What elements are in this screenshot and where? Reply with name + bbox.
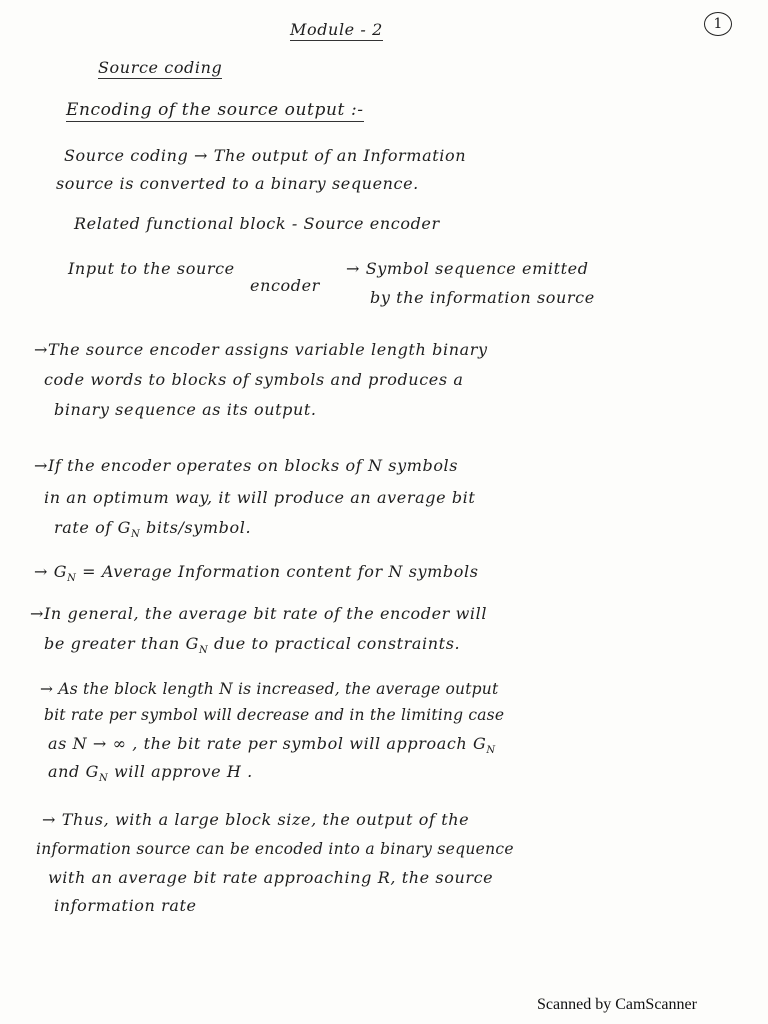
section-heading: Source coding	[98, 58, 223, 77]
point-6-line-4: information rate	[54, 896, 197, 915]
definition-line-1: Source coding → The output of an Information	[64, 146, 467, 165]
point-2-line-1: →If the encoder operates on blocks of N symbols	[34, 456, 459, 475]
point-5-line-1: → As the block length N is increased, the average output	[40, 680, 499, 698]
point-3-line: → $G_N$ = Average Information content for N symbols	[34, 562, 479, 585]
point-1-line-3: binary sequence as its output.	[54, 400, 317, 419]
point-2-line-3: rate of $G_N$ bits/symbol.	[54, 518, 252, 541]
point-5-line-2: bit rate per symbol will decrease and in the limiting case	[44, 706, 505, 724]
point-4-line-1: →In general, the average bit rate of the encoder will	[30, 604, 488, 623]
point-6-line-3: with an average bit rate approaching R, the source	[48, 868, 494, 887]
input-label-line-2: encoder	[250, 276, 320, 295]
point-1-line-1: →The source encoder assigns variable length binary	[34, 340, 488, 359]
point-5-line-4: and $G_N$ will approve H .	[48, 762, 253, 785]
page-number-badge: 1	[704, 12, 732, 36]
input-value-line-1: → Symbol sequence emitted	[346, 259, 589, 278]
definition-line-2: source is converted to a binary sequence.	[56, 174, 419, 193]
point-4-line-2: be greater than $G_N$ due to practical constraints.	[44, 634, 461, 657]
scanner-watermark: Scanned by CamScanner	[537, 996, 697, 1013]
subsection-heading: Encoding of the source output :-	[66, 100, 364, 120]
point-6-line-1: → Thus, with a large block size, the output of the	[42, 810, 470, 829]
point-1-line-2: code words to blocks of symbols and produces a	[44, 370, 464, 389]
point-2-line-2: in an optimum way, it will produce an average bit	[44, 488, 476, 507]
point-5-line-3: as N → ∞ , the bit rate per symbol will approach $G_N$	[48, 734, 496, 757]
module-title: Module - 2	[290, 20, 383, 39]
input-label-line-1: Input to the source	[68, 259, 235, 278]
functional-block-line: Related functional block - Source encoder	[74, 214, 440, 233]
point-6-line-2: information source can be encoded into a binary sequence	[36, 840, 514, 858]
input-value-line-2: by the information source	[370, 288, 595, 307]
